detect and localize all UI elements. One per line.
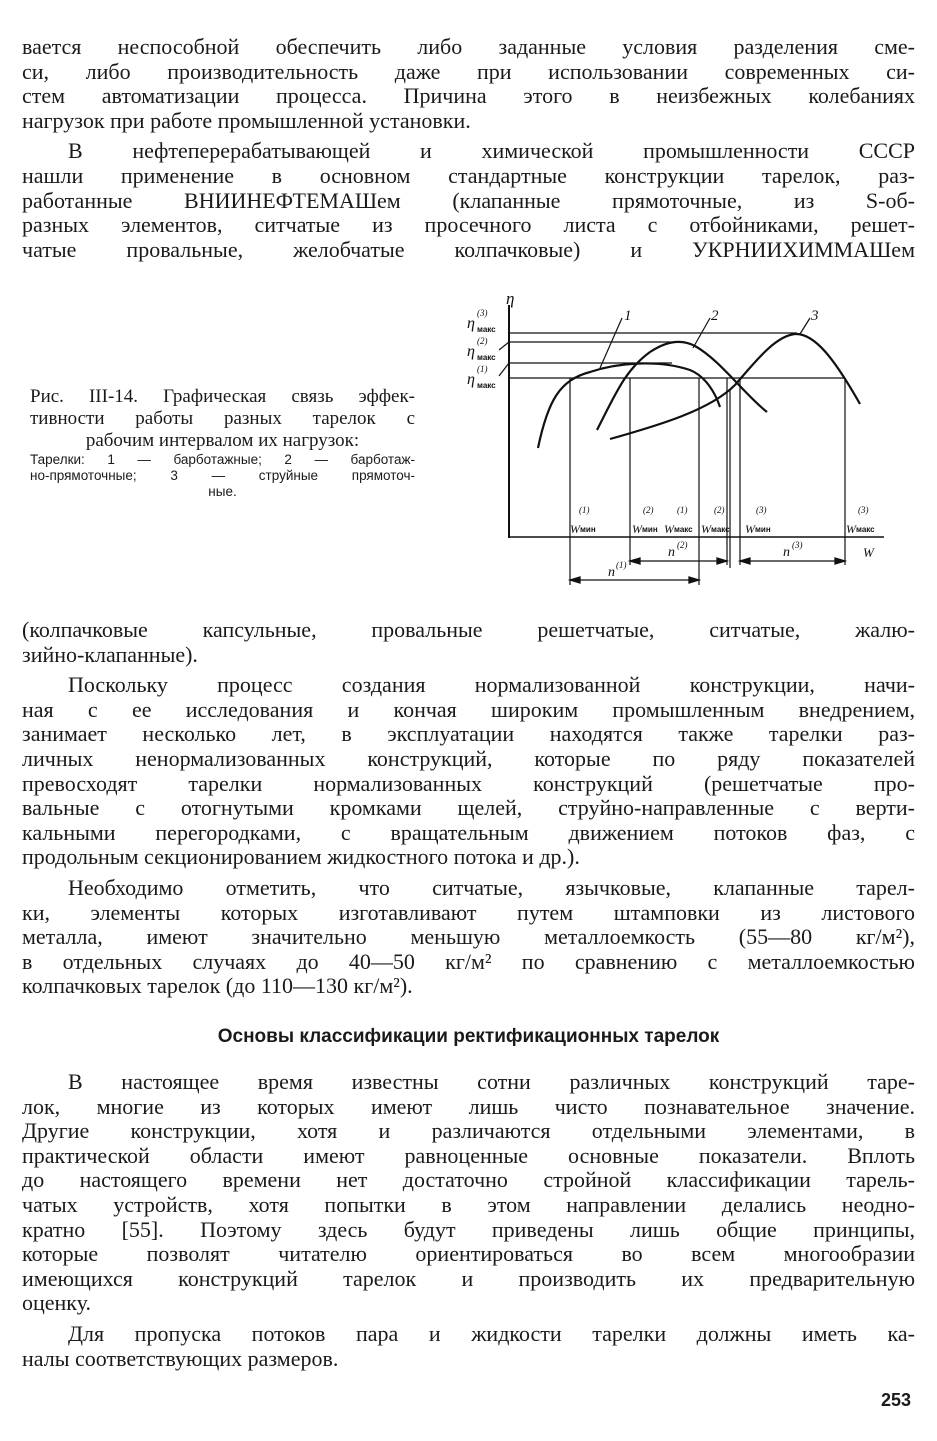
curve-label-3: 3: [811, 308, 819, 324]
svg-text:W: W: [632, 522, 642, 536]
section-heading: Основы классификации ректификационных тарелок: [217, 1026, 720, 1047]
text-line: кальными перегородками, с вращательным движением потоков фаз, с: [22, 819, 915, 845]
eta-max-1-label: [467, 364, 496, 390]
text-line: Поскольку процесс создания нормализованной конструкции, начи-: [68, 672, 915, 698]
svg-text:макс: макс: [856, 525, 875, 534]
text-line: в отдельных случаях до 40—50 кг/м² по сравнению с металлоемкостью: [22, 948, 915, 974]
svg-text:макс: макс: [711, 525, 730, 534]
caption-legend-line: но-прямоточные; 3 — струйные прямоточ-: [30, 468, 415, 483]
text-line: Для пропуска потоков пара и жидкости тарелки должны иметь ка-: [68, 1320, 915, 1346]
text-line: ная с ее исследования и кончая широким промышленным внедрением,: [22, 696, 915, 722]
interval-n3: [740, 558, 845, 564]
svg-text:W: W: [570, 522, 580, 536]
text-line: оценку.: [22, 1290, 91, 1316]
svg-text:W: W: [664, 522, 674, 536]
text-line: которые позволят читателю ориентироваться во всем многообразии: [22, 1241, 915, 1267]
n2-label: [668, 540, 688, 560]
w-max-3-label: [846, 505, 875, 536]
n1-label: [608, 560, 627, 580]
svg-text:(1): (1): [677, 505, 688, 515]
page-number: 253: [880, 1390, 911, 1410]
curve-3: [610, 334, 860, 439]
efficiency-load-diagram: [0, 0, 937, 620]
interval-n1: [570, 577, 699, 583]
svg-text:η: η: [467, 343, 475, 360]
svg-text:мин: мин: [642, 525, 658, 534]
w-min-3-label: [745, 505, 771, 536]
svg-text:мин: мин: [580, 525, 596, 534]
text-line: нагрузок при работе промышленной установки.: [22, 107, 471, 133]
y-axis-label: η: [506, 289, 515, 308]
w-max-1-label: [664, 505, 693, 536]
text-line: ки, элементы которых изготавливают путем штамповки из листового: [22, 899, 915, 925]
text-line: превосходят тарелки нормализованных конструкций (решетчатые про-: [22, 770, 915, 796]
text-line: чатых устройств, хотя попытки в этом направлении делались неодно-: [22, 1191, 915, 1217]
n3-label: [783, 540, 803, 560]
text-line: личных ненормализованных конструкций, которые по ряду показателей: [22, 745, 915, 771]
svg-text:(1): (1): [616, 560, 627, 570]
w-min-2-label: [632, 505, 658, 536]
svg-text:n: n: [608, 565, 615, 580]
text-line: лок, многие из которых имеют лишь чисто познавательное значение.: [22, 1093, 915, 1119]
svg-text:(3): (3): [792, 540, 803, 550]
text-line: (колпачковые капсульные, провальные решетчатые, ситчатые, жалю-: [22, 617, 915, 642]
svg-text:n: n: [668, 545, 675, 560]
curve-label-leader: [600, 318, 622, 368]
svg-text:(2): (2): [677, 540, 688, 550]
caption-legend-line: Тарелки: 1 — барботажные; 2 — барботаж-: [30, 452, 415, 467]
text-line: продольным секционированием жидкостного потока и др.).: [22, 844, 580, 870]
svg-text:(2): (2): [477, 336, 488, 346]
curve-label-leader: [800, 318, 810, 334]
svg-text:η: η: [467, 315, 475, 332]
middle-text: [22, 618, 915, 999]
caption-title-line: Рис. III-14. Графическая связь эффек-: [30, 386, 415, 407]
text-line: практической области имеют равноценные основные показатели. Вплоть: [22, 1142, 915, 1168]
svg-text:макс: макс: [477, 353, 496, 362]
curve-1: [538, 363, 720, 448]
svg-text:n: n: [783, 545, 790, 560]
svg-text:макс: макс: [477, 325, 496, 334]
text-line: вается неспособной обеспечить либо заданные условия разделения сме-: [22, 34, 915, 59]
svg-text:макс: макс: [674, 525, 693, 534]
text-line: металла, имеют значительно меньшую металлоемкость (55—80 кг/м²),: [22, 924, 915, 950]
caption-legend-line: ные.: [208, 484, 237, 499]
text-line: разных элементов, ситчатые из просечного листа с отбойниками, решет-: [22, 212, 915, 238]
curve-label-2: 2: [711, 308, 719, 324]
svg-text:(1): (1): [579, 505, 590, 515]
text-line: В настоящее время известны сотни различных конструкций таре-: [68, 1069, 915, 1094]
svg-text:(2): (2): [643, 505, 654, 515]
svg-text:(1): (1): [477, 364, 488, 374]
text-line: Необходимо отметить, что ситчатые, язычковые, клапанные тарел-: [68, 874, 915, 900]
text-line: чатые провальные, желобчатые колпачковые) и УКРНИИХИММАШем: [22, 236, 915, 262]
svg-text:W: W: [846, 522, 856, 536]
caption-title-line: тивности работы разных тарелок с: [30, 408, 415, 429]
eta-max-3-label: [467, 308, 496, 334]
svg-text:(3): (3): [858, 505, 869, 515]
text-line: вальные с отогнутыми кромками щелей, струйно-направленные с верти-: [22, 795, 915, 821]
text-line: си, либо производительность даже при использовании современных си-: [22, 58, 915, 84]
svg-text:(3): (3): [756, 505, 767, 515]
caption-title-line: рабочим интервалом их нагрузок:: [85, 430, 360, 451]
text-line: зийно-клапанные).: [22, 641, 198, 667]
w-min-1-label: [570, 505, 596, 536]
text-line: В нефтеперерабатывающей и химической промышленности СССР: [68, 138, 915, 164]
text-line: нашли применение в основном стандартные конструкции тарелок, раз-: [22, 162, 915, 188]
w-max-2-label: [701, 505, 730, 536]
text-line: работанные ВНИИНЕФТЕМАШем (клапанные прямоточные, из S-об-: [22, 187, 915, 213]
svg-text:мин: мин: [755, 525, 771, 534]
text-line: занимает несколько лет, в эксплуатации находятся также тарелки раз-: [22, 721, 915, 747]
text-line: колпачковых тарелок (до 110—130 кг/м²).: [22, 973, 413, 999]
interval-n2: [630, 558, 727, 564]
svg-text:η: η: [467, 371, 475, 388]
eta-label-leader: [499, 363, 509, 376]
svg-text:W: W: [701, 522, 711, 536]
text-line: налы соответствующих размеров.: [22, 1345, 339, 1371]
curve-label-1: 1: [624, 308, 632, 324]
eta-max-2-label: [467, 336, 496, 362]
svg-text:W: W: [745, 522, 755, 536]
text-line: кратно [55]. Поэтому здесь будут приведены лишь общие принципы,: [22, 1216, 915, 1242]
text-line: стем автоматизации процесса. Причина этого в неизбежных колебаниях: [22, 83, 915, 109]
x-axis-label: W: [863, 545, 874, 560]
text-line: Другие конструкции, хотя и различаются отдельными элементами, в: [22, 1118, 915, 1144]
bottom-text: [22, 1070, 915, 1371]
text-line: имеющихся конструкций тарелок и производить их предварительную: [22, 1265, 915, 1291]
svg-text:(3): (3): [477, 308, 488, 318]
eta-label-leader: [499, 342, 509, 350]
text-line: до настоящего времени нет достаточно стройной классификации тарель-: [22, 1167, 915, 1193]
svg-text:(2): (2): [714, 505, 725, 515]
svg-text:макс: макс: [477, 381, 496, 390]
